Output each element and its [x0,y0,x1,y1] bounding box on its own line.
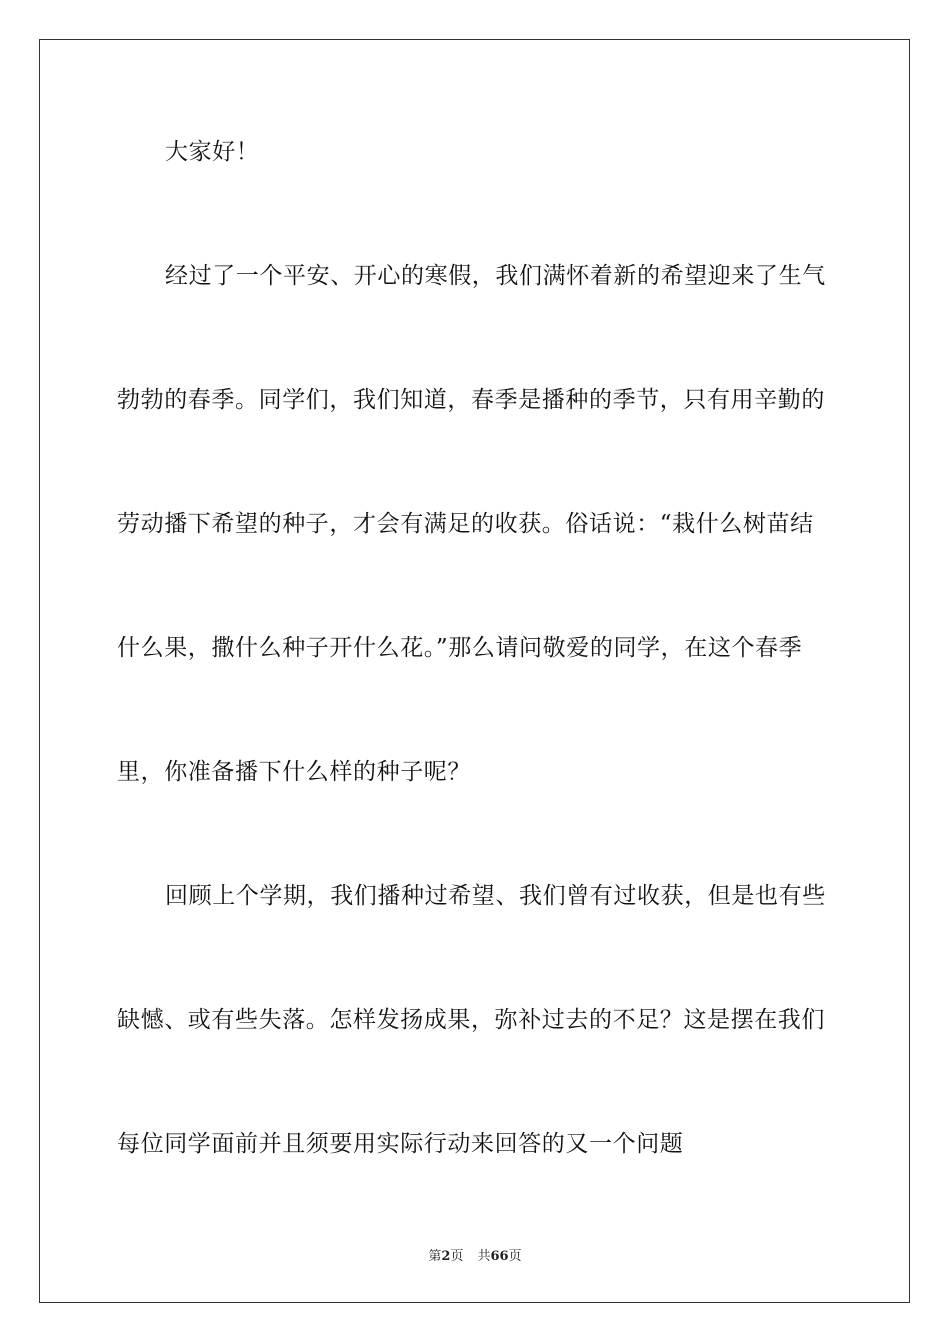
paragraph-1-line-4: 什么果，撒什么种子开什么花。”那么请问敬爱的同学，在这个春季 [117,635,803,661]
total-pages: 66 [490,1249,509,1264]
page-suffix: 页 [450,1249,464,1264]
paragraph-2-line-2: 缺憾、或有些失落。怎样发扬成果，弥补过去的不足？这是摆在我们 [117,1007,825,1033]
page-border [39,39,910,1303]
page-footer [0,1248,950,1266]
paragraph-1-line-1: 经过了一个平安、开心的寒假，我们满怀着新的希望迎来了生气 [165,263,826,289]
page-prefix: 第 [428,1249,442,1264]
paragraph-2-line-3: 每位同学面前并且须要用实际行动来回答的又一个问题 [117,1131,684,1157]
greeting-line: 大家好！ [165,139,260,165]
paragraph-1-line-2: 勃勃的春季。同学们，我们知道，春季是播种的季节，只有用辛勤的 [117,387,825,413]
paragraph-1-line-3: 劳动播下希望的种子，才会有满足的收获。俗话说：“栽什么树苗结 [117,511,814,537]
page-number: 2 [441,1249,451,1264]
paragraph-2-line-1: 回顾上个学期，我们播种过希望、我们曾有过收获，但是也有些 [165,883,826,909]
paragraph-1-line-5: 里，你准备播下什么样的种子呢？ [117,759,471,785]
total-suffix: 页 [508,1249,522,1264]
total-prefix: 共 [477,1249,491,1264]
